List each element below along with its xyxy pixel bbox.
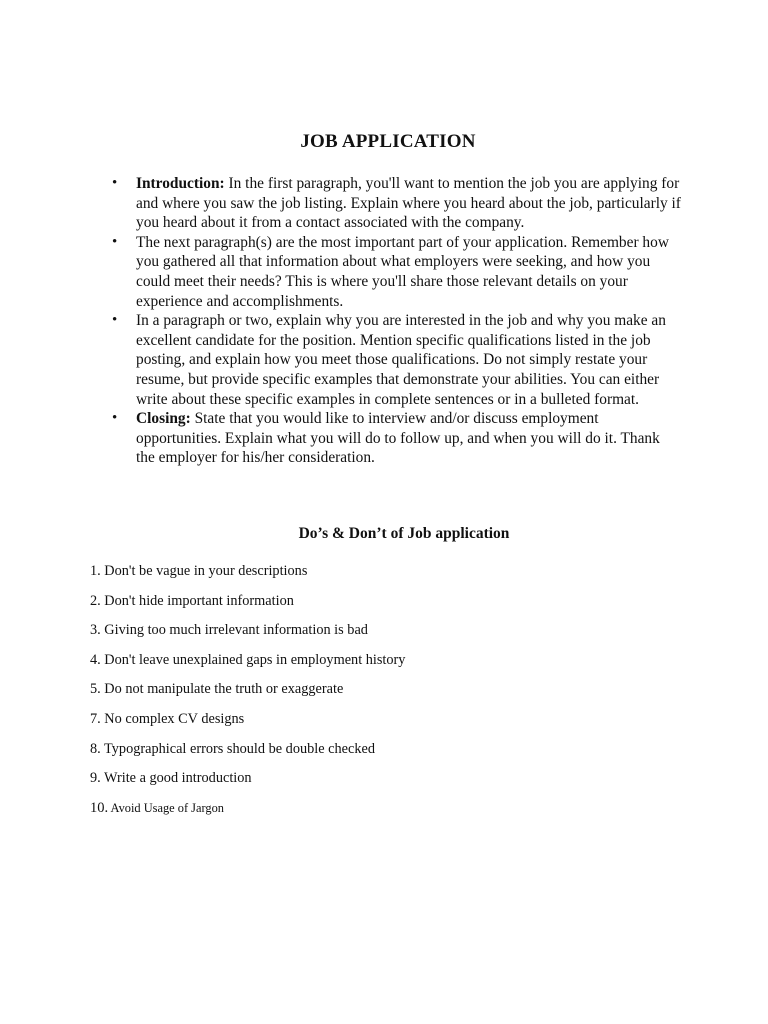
bullet-icon: • bbox=[112, 233, 118, 250]
bullet-text: The next paragraph(s) are the most important part of your application. Remember how you gathered all that information about what employers were seeking, and how you could meet their needs? This is where you'll share those relevant details on your experience and accomplishments. bbox=[136, 233, 669, 310]
section-subtitle: Do’s & Don’t of Job application bbox=[298, 525, 510, 542]
bullet-item-closing bbox=[112, 409, 681, 468]
list-item: 9. Write a good introduction bbox=[90, 770, 252, 787]
list-item: 8. Typographical errors should be double checked bbox=[90, 740, 375, 757]
page-title: JOB APPLICATION bbox=[300, 131, 476, 152]
bullet-icon: • bbox=[112, 410, 118, 427]
bullet-lead: Closing: bbox=[136, 410, 191, 428]
list-item: 2. Don't hide important information bbox=[90, 592, 294, 609]
list-item: 3. Giving too much irrelevant information is bad bbox=[90, 622, 368, 639]
dos-donts-list bbox=[90, 562, 690, 828]
bullet-text: State that you would like to interview and/or discuss employment opportunities. Explain what you will do to follow up, and when you will do it. Thank the employer for his/her consideration. bbox=[136, 410, 660, 467]
list-item: 1. Don't be vague in your descriptions bbox=[90, 563, 308, 579]
list-item-last bbox=[90, 799, 690, 829]
list-item: 7. No complex CV designs bbox=[90, 710, 245, 727]
list-item: 4. Don't leave unexplained gaps in employment history bbox=[90, 651, 406, 668]
bullet-text: In a paragraph or two, explain why you are interested in the job and why you make an excellent candidate for the position. Mention specific qualifications listed in the job posting, and explain how you meet those qualifications. Do not simply restate your resume, but provide specific examples that demonstrate your abilities. You can either write about these specific examples in complete sentences or in a bulleted format. bbox=[136, 312, 666, 408]
guidance-bullet-list bbox=[112, 174, 681, 468]
bullet-item-why-interested bbox=[112, 311, 681, 409]
bullet-text: In the first paragraph, you'll want to mention the job you are applying for and where you saw the job listing. Explain where you heard about the job, particularly if you heard about it from a contact associated with the company. bbox=[136, 175, 681, 232]
bullet-icon: • bbox=[112, 312, 118, 329]
list-item-number: 10. bbox=[90, 799, 109, 816]
list-item-text: Avoid Usage of Jargon bbox=[108, 800, 224, 815]
list-item: 5. Do not manipulate the truth or exaggerate bbox=[90, 681, 344, 698]
bullet-lead: Introduction: bbox=[136, 175, 225, 192]
bullet-item-next-paragraphs bbox=[112, 233, 681, 311]
bullet-item-introduction bbox=[112, 174, 681, 233]
bullet-icon: • bbox=[112, 175, 118, 191]
